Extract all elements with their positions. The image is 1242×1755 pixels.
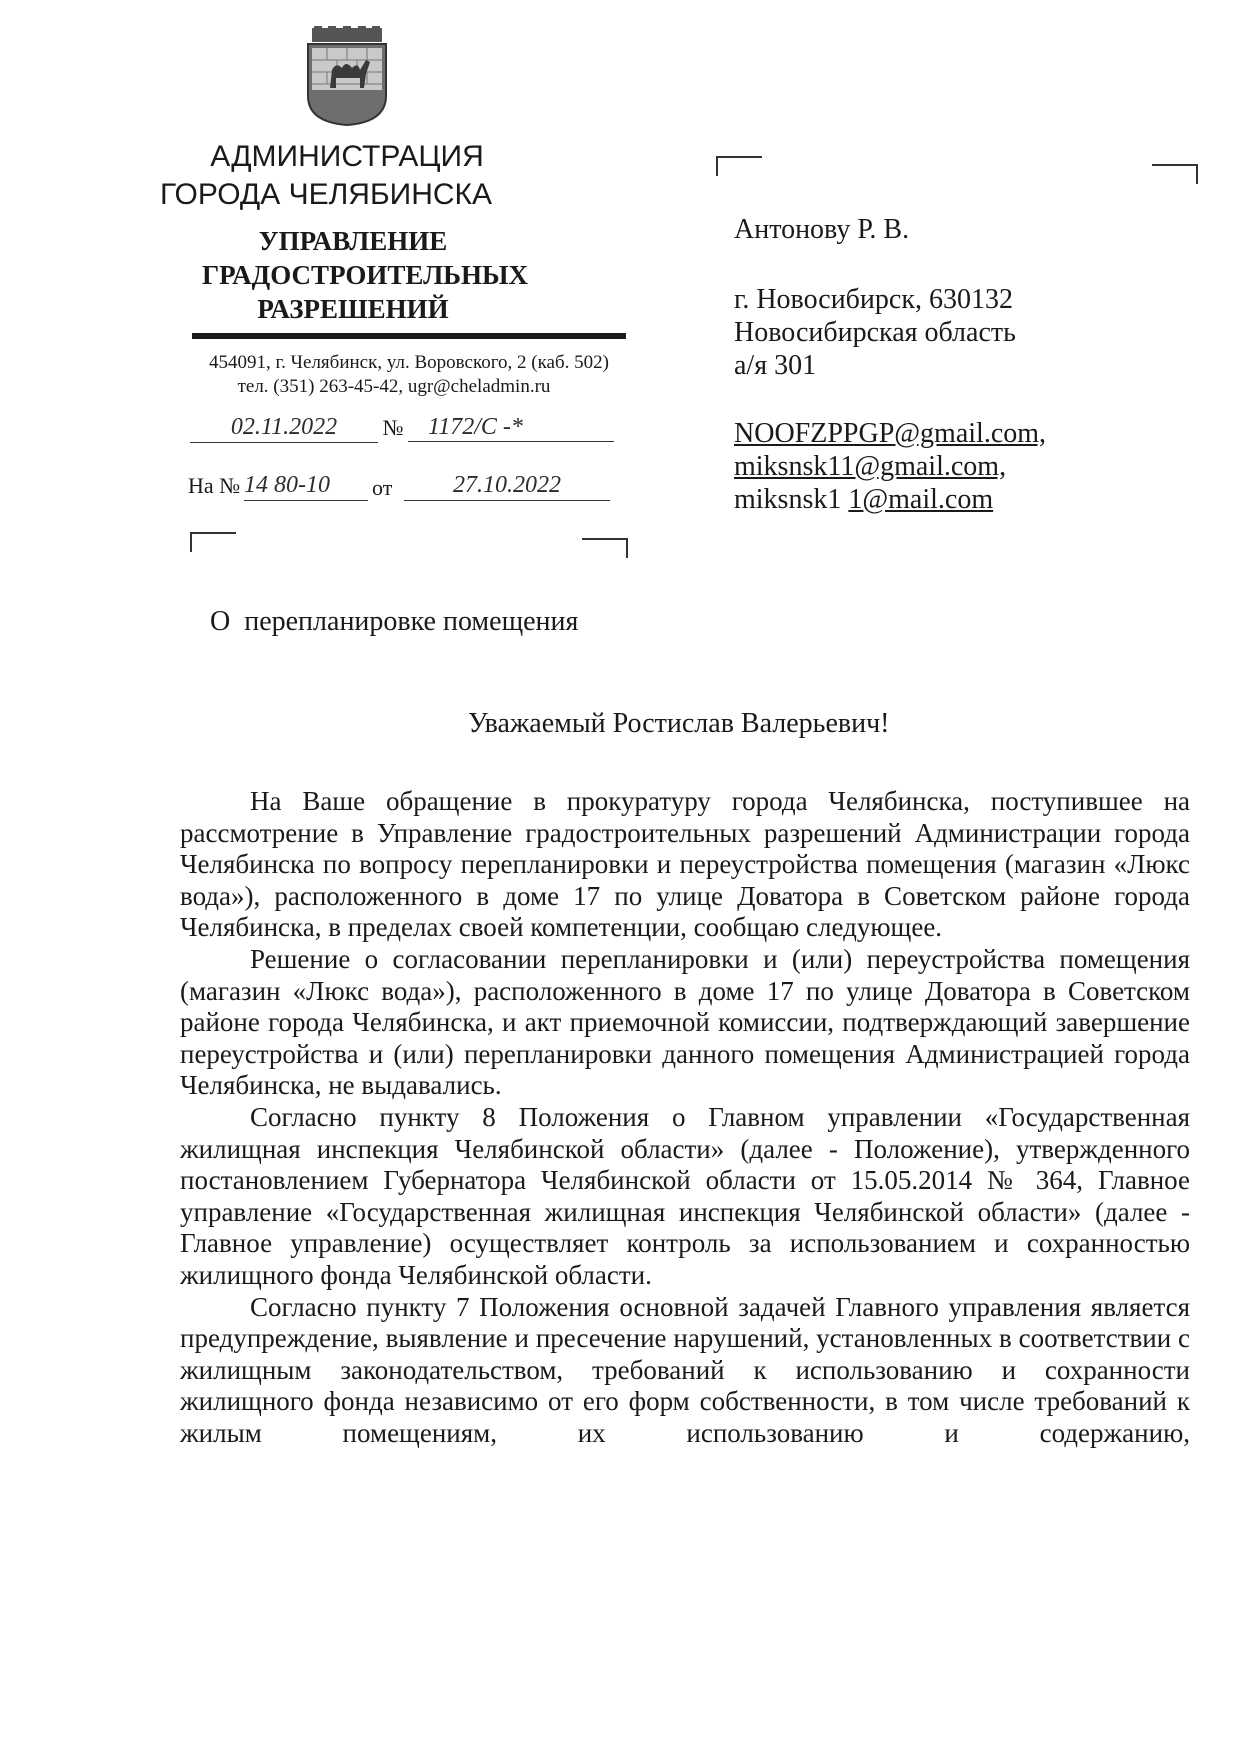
department-address: 454091, г. Челябинск, ул. Воровского, 2 (каб. 502) [209, 352, 609, 373]
recipient-po-box: а/я 301 [734, 350, 817, 381]
from-label: от [372, 475, 393, 500]
department-contacts: тел. (351) 263-45-42, ugr@cheladmin.ru [237, 376, 551, 397]
subject-block-corner-tl [190, 532, 236, 552]
department-name-line1: УПРАВЛЕНИЕ [258, 226, 448, 256]
recipient-region: Новосибирская область [734, 317, 1016, 348]
address-block-corner-tl [716, 156, 762, 176]
body-paragraph-2: Решение о согласовании перепланировки и (или) переустройства помещения (магазин «Люкс вода»), расположенного в доме 17 по улице Доватора в Советском районе города Челябинска, и акт приемочной комиссии, подтверждающий завершение переустройства и (или) перепланировки данного помещения Администрацией города Челябинска, не выдавались. [180, 943, 1190, 1101]
letter-subject: О перепланировке помещения [210, 606, 579, 637]
number-label: № [382, 415, 404, 440]
email-3-text: miksnsk1 [734, 484, 849, 515]
subject-block-corner-tr [582, 538, 628, 558]
reply-number: 14 80-10 [244, 470, 368, 501]
outgoing-number: 1172/С -* [408, 412, 614, 442]
email-link-3[interactable]: 1@mail.com [848, 484, 994, 515]
letterhead-divider [192, 333, 626, 339]
department-name-line2: ГРАДОСТРОИТЕЛЬНЫХ [201, 260, 529, 290]
address-block-corner-tr [1152, 164, 1198, 184]
email-link-1[interactable]: NOOFZPPGP@gmail.com, [734, 418, 1047, 449]
org-name-line1: АДМИНИСТРАЦИЯ [210, 140, 484, 173]
letter-body [180, 786, 1190, 1449]
body-paragraph-3: Согласно пункту 8 Положения о Главном управлении «Государственная жилищная инспекция Челябинской области» (далее - Положение), утвержденного постановлением Губернатора Челябинской области от 15.05.2014 № 364, Главное управление «Государственная жилищная инспекция Челябинской области» (далее - Главное управление) осуществляет контроль за использованием и сохранностью жилищного фонда Челябинской области. [180, 1101, 1190, 1290]
recipient-email-3 [734, 484, 993, 516]
reply-date: 27.10.2022 [404, 470, 610, 501]
email-link-2[interactable]: miksnsk11@gmail.com, [734, 451, 1007, 482]
city-emblem [302, 26, 392, 126]
recipient-name: Антонову Р. В. [734, 214, 910, 245]
recipient-email-1 [734, 418, 1046, 450]
department-name-line3: РАЗРЕШЕНИЙ [257, 294, 449, 324]
reply-label: На № [188, 473, 241, 498]
org-name-line2: ГОРОДА ЧЕЛЯБИНСКА [160, 178, 493, 211]
recipient-email-2 [734, 451, 1006, 483]
recipient-city: г. Новосибирск, 630132 [734, 284, 1013, 315]
body-paragraph-4: Согласно пункту 7 Положения основной задачей Главного управления является предупреждение, выявление и пресечение нарушений, установленных в соответствии с жилищным законодательством, требований к использованию и сохранности жилищного фонда независимо от его форм собственности, в том числе требований к жилым помещениям, их использованию и содержанию, [180, 1291, 1190, 1448]
body-paragraph-1: На Ваше обращение в прокуратуру города Челябинска, поступившее на рассмотрение в Управление градостроительных разрешений Администрации города Челябинска по вопросу перепланировки и переустройства помещения (магазин «Люкс вода»), расположенного в доме 17 по улице Доватора в Советском районе города Челябинска, в пределах своей компетенции, сообщаю следующее. [180, 786, 1190, 943]
outgoing-date: 02.11.2022 [190, 412, 378, 443]
salutation: Уважаемый Ростислав Валерьевич! [468, 708, 890, 739]
